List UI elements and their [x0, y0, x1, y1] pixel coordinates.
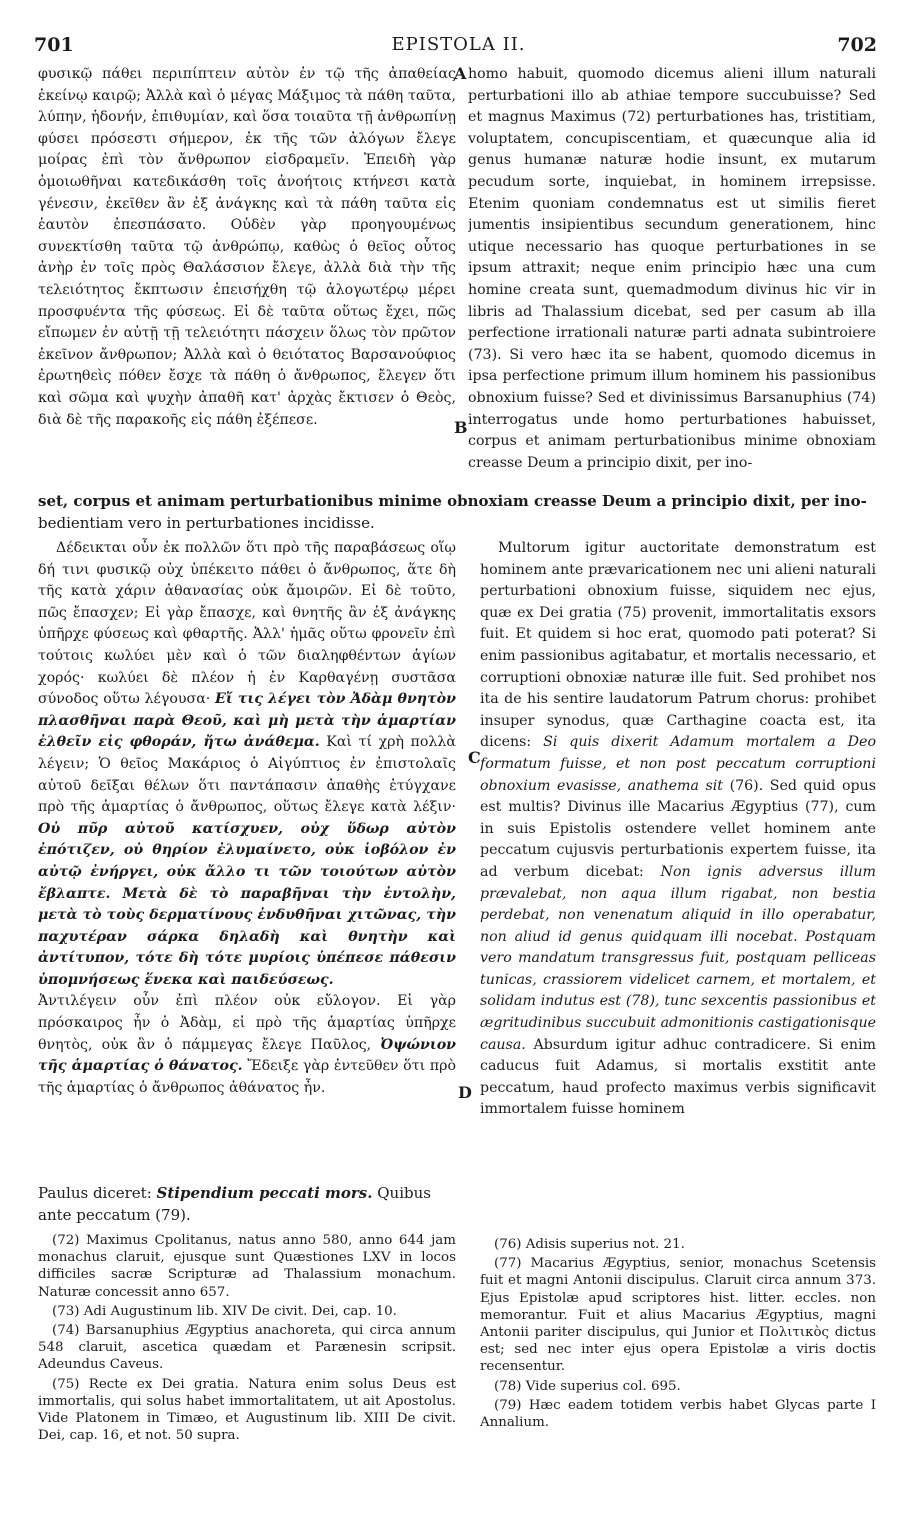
- greek-column-top: [38, 64, 456, 431]
- footnote: (73) Adi Augustinum lib. XIV De civit. Dei, cap. 10.: [52, 1303, 397, 1319]
- margin-marker-b: B: [454, 418, 468, 437]
- footnote: (77) Macarius Ægyptius, senior, monachus Scetensis fuit et magni Antonii discipulus. Claruit circa annum 373. Ejus Epistolæ apud scriptores hist. litter. eccles. non memorantur. Fuit et alius Macarius Ægyptius, magni Antonii pariter discipulus, qui Junior et Πολιτικὸς dictus est; sed nec inter ejus opera Epistolæ a viris doctis recensentur.: [480, 1256, 876, 1375]
- margin-marker-d: D: [458, 1083, 472, 1102]
- footnote: (72) Maximus Cpolitanus, natus anno 580, anno 644 jam monachus claruit, ejusque sunt Quæstiones LXV in locos difficiles sacræ Scripturæ ad Thalassium monachum. Naturæ concessit anno 657.: [38, 1233, 456, 1300]
- spanning-text-line-2: [38, 1183, 878, 1226]
- margin-marker-c: C: [468, 748, 481, 767]
- footnote: (74) Barsanuphius Ægyptius anachoreta, qui circa annum 548 claruit, ascetica quædam et Parænesin scripsit. Adeundus Caveus.: [38, 1323, 456, 1373]
- latin-text: Quibus: [377, 1184, 431, 1202]
- greek-text: Ἔδειξε γὰρ ἐντεῦθεν ὅτι πρὸ τῆς ἁμαρτίας ὁ ἄνθρωπος ἀθάνατος ἦν.: [38, 1058, 456, 1096]
- greek-quote: Ὀψώνιον τῆς ἁμαρτίας ὁ θάνατος.: [38, 1036, 456, 1075]
- greek-paragraph-2: [38, 538, 456, 991]
- latin-text: Paulus diceret:: [38, 1184, 152, 1202]
- greek-quote: Οὐ πῦρ αὐτοῦ κατίσχυεν, οὐχ ὕδωρ αὐτὸν ἐπότιζεν, οὐ θηρίον ἐλυμαίνετο, οὐκ ἰοβόλον ἐν αὐτῷ ἐνήργει, οὐκ ἄλλο τι τῶν τοιούτων αὐτὸν ἔβλαπτε. Μετὰ δὲ τὸ παραβῆναι τὴν ἐντολὴν, μετὰ τὸ τοὺς δερματίνους ἐνδυθῆναι χιτῶνας, τὴν παχυτέραν σάρκα δηλαδὴ καὶ θνητὴν καὶ ἀντίτυπον, τότε δὴ τότε μυρίοις ὑπέπεσε πάθεσιν ὑπομνήσεως ἕνεκα καὶ παιδεύσεως.: [38, 820, 456, 988]
- greek-text: Καὶ τί χρὴ πολλὰ λέγειν; Ὁ θεῖος Μακάριος ὁ Αἰγύπτιος ἐν ἐπιστολαῖς αὐτοῦ δεῖξαι θέλων ὅτι παντάπασιν ἀπαθὴς ἐτύγχανε πρὸ τῆς ἁμαρτίας ὁ ἄνθρωπος, οὕτως ἔλεγε κατὰ λέξιν·: [38, 734, 456, 816]
- latin-quote: Non ignis adversus illum prævalebat, non aqua illum rigabat, non bestia perdebat, non venenatum aliquid in illo operabatur, non aliud id genus quidquam illi nocebat. Postquam vero mandatum transgressus fuit, postquam pelliceas tunicas, crassiorem videlicet carnem, et mortalem, et solidam indutus est (78), tunc sexcentis passionibus et ægritudinibus succubuit admonitionis castigationisque causa.: [480, 863, 876, 1053]
- spanning-latin-line: set, corpus et animam perturbationibus minime obnoxiam creasse Deum a principio dixit, per ino-: [38, 492, 867, 510]
- spanning-text-line: [38, 491, 878, 534]
- latin-column-bottom: [480, 538, 876, 1178]
- latin-text: Absurdum igitur adhuc contradicere. Si enim caducus fuit Adamus, si mortalis exstitit ante peccatum, haud profecto maximus verbis significavit immortalem fuisse hominem: [480, 1036, 876, 1118]
- footnotes-left: [38, 1232, 456, 1446]
- latin-text: (76). Sed quid opus est multis? Divinus ille Macarius Ægyptius (77), cum in suis Epistolis ostendere vellet hominem ante peccatum cujusvis perturbationis expertem fuisse, ita ad verbum dicebat:: [480, 777, 876, 880]
- running-title: EPISTOLA II.: [391, 34, 526, 55]
- latin-paragraph-2: [480, 538, 876, 1121]
- page-number-left: 701: [34, 34, 74, 56]
- footnote: (79) Hæc eadem totidem verbis habet Glycas parte I Annalium.: [480, 1397, 876, 1431]
- greek-text: Ἀντιλέγειν οὖν ἐπὶ πλέον οὐκ εὔλογον. Εἰ γὰρ πρόσκαιρος ἦν ὁ Ἀδὰμ, εἰ πρὸ τῆς ἁμαρτίας ὑπῆρχε θνητὸς, οὐκ ἂν ὁ πάμμεγας ἔλεγε Παῦλος,: [38, 993, 456, 1053]
- latin-column-top: [468, 64, 876, 485]
- latin-quote: Stipendium peccati mors.: [156, 1184, 373, 1202]
- greek-text: Δέδεικται οὖν ἐκ πολλῶν ὅτι πρὸ τῆς παραβάσεως οἵῳ δή τινι φυσικῷ οὐχ ὑπέκειτο πάθει ὁ ἄνθρωπος, ἅτε δὴ τῆς κατὰ χάριν ἀθανασίας οὐκ ἄμοιρῶν. Εἰ δὲ τοῦτο, πῶς ἔπασχεν; Εἰ γὰρ ἔπασχε, καὶ θνητῆς ἂν ἐξ ἀνάγκης ὑπῆρχε φύσεως καὶ φθαρτῆς. Ἀλλ' ἡμᾶς οὕτω φρονεῖν ἐπὶ τούτοις κωλύει μὲν καὶ ὁ τῶν διαληφθέντων ἁγίων χορός· κωλύει δὲ πλέον ἡ ἐν Καρθαγένῃ συστᾶσα σύνοδος οὕτω λέγουσα·: [38, 540, 456, 708]
- margin-marker-a: A: [454, 64, 467, 83]
- footnotes-right: [480, 1236, 876, 1433]
- latin-text: Multorum igitur auctoritate demonstratum est hominem ante prævaricationem nec uni alieni naturali perturbationi obnoxium fuisse, siquidem nec ejus, quæ ex Dei gratia (75) provenit, immortalitatis exsors fuit. Et quidem si hoc erat, quomodo pati poterat? Si enim passionibus agitabatur, et mortalis necessario, et corruptioni obnoxiæ naturæ ille fuit. Sed prohibet nos ita de his sentire laudatorum Patrum chorus: prohibet insuper synodus, quæ Carthagine coacta est, ita dicens:: [480, 540, 876, 751]
- spanning-latin-line-b: bedientiam vero in perturbationes incidisse.: [38, 513, 375, 532]
- page-number-right: 702: [837, 34, 877, 56]
- greek-paragraph: φυσικῷ πάθει περιπίπτειν αὐτὸν ἐν τῷ τῆς ἀπαθείας ἐκείνῳ καιρῷ; Ἀλλὰ καὶ ὁ μέγας Μάξιμος τὰ πάθη ταῦτα, λύπην, ἡδονήν, ἐπιθυμίαν, καὶ ὅσα τοιαῦτα τῇ ἀνθρωπίνῃ φύσει πρόσεστι σήμερον, ἐκ τῆς τῶν ἀλόγων ἔλεγε μοίρας ἐπὶ τὸν ἄνθρωπον εἰσδραμεῖν. Ἐπειδὴ γὰρ ὁμοιωθῆναι κατεδικάσθη τοῖς ἀνοήτοις κτήνεσι κατὰ γένεσιν, ἐκεῖθεν ἂν ἐξ ἀνάγκης καὶ τὰ πάθη ταῦτα εἰς ἑαυτὸν ἐπεσπάσατο. Οὐδὲν γὰρ προηγουμένως συνεκτίσθη ταῦτα τῷ ἀνθρώπῳ, καθὼς ὁ θεῖος οὗτος ἀνὴρ ἐν τοῖς πρὸς Θαλάσσιον ἔλεγε, ἀλλὰ διὰ τὴν τῆς τελειότητος ἔκπτωσιν ἐπεισήχθη τῷ ἀλογωτέρῳ μέρει προσφυέντα τῆς φύσεως. Εἰ δὲ ταῦτα οὕτως ἔχει, πῶς εἴπωμεν ἐν αὐτῇ τῇ τελειότητι πάσχειν ὅλως τὸν πρῶτον ἐκεῖνον ἄνθρωπον; Ἀλλὰ καὶ ὁ θειότατος Βαρσανούφιος ἐρωτηθεὶς πόθεν ἔσχε τὰ πάθη ὁ ἄνθρωπος, ἔλεγεν ὅτι καὶ σῶμα καὶ ψυχὴν ἀπαθῆ κατ' ἀρχὰς ἔκτισεν ὁ Θεὸς, διὰ δὲ τῆς παρακοῆς εἰς πάθη ἐξέπεσε.: [38, 66, 456, 428]
- footnote: (78) Vide superius col. 695.: [494, 1378, 681, 1394]
- spanning-latin-line-2b: ante peccatum (79).: [38, 1205, 191, 1224]
- greek-quote: Εἴ τις λέγει τὸν Ἀδὰμ θνητὸν πλασθῆναι παρὰ Θεοῦ, καὶ μὴ μετὰ τὴν ἁμαρτίαν ἐλθεῖν εἰς φθοράν, ἤτω ἀνάθεμα.: [38, 691, 456, 751]
- spanning-latin-line-2: [38, 1183, 878, 1205]
- greek-paragraph-3: [38, 991, 456, 1099]
- footnote: (75) Recte ex Dei gratia. Natura enim solus Deus est immortalis, qui solus habet immortalitatem, ut ait Apostolus. Vide Platonem in Timæo, et Augustinum lib. XIII De civit. Dei, cap. 16, et not. 50 supra.: [38, 1376, 456, 1444]
- latin-paragraph: homo habuit, quomodo dicemus alieni illum naturali perturbationi illo ab athiae tempore succubuisse? Sed et magnus Maximus (72) perturbationes has, tristitiam, voluptatem, concupiscentiam, et quæcunque alia id genus humanæ naturæ hodie insunt, ex mutarum pecudum sorte, inquiebat, in hominem irrepsisse. Etenim quoniam condemnatus est ut similis fieret jumentis insipientibus secundum generationem, hinc utique necessario has quoque perturbationes in se ipsum attraxit; neque enim principio hæc una cum homine creata sunt, quemadmodum divinus hic vir in libris ad Thalassium dicebat, sed per casum ab illa perfectione irrationali naturæ parti adnata subintroiere (73). Si vero hæc ita se habent, quomodo dicemus in ipsa perfectione primum illum hominem his passionibus obnoxium fuisse? Sed et divinissimus Barsanuphius (74) interrogatus unde homo perturbationes habuisset, corpus et animam perturbationibus minime obnoxiam creasse Deum a principio dixit, per ino-: [468, 66, 876, 471]
- footnote: (76) Adisis superius not. 21.: [494, 1237, 685, 1252]
- greek-column-bottom: [38, 538, 456, 1178]
- latin-quote: Si quis dixerit Adamum mortalem a Deo formatum fuisse, et non post peccatum corruptioni obnoxium evasisse, anathema sit: [480, 734, 876, 794]
